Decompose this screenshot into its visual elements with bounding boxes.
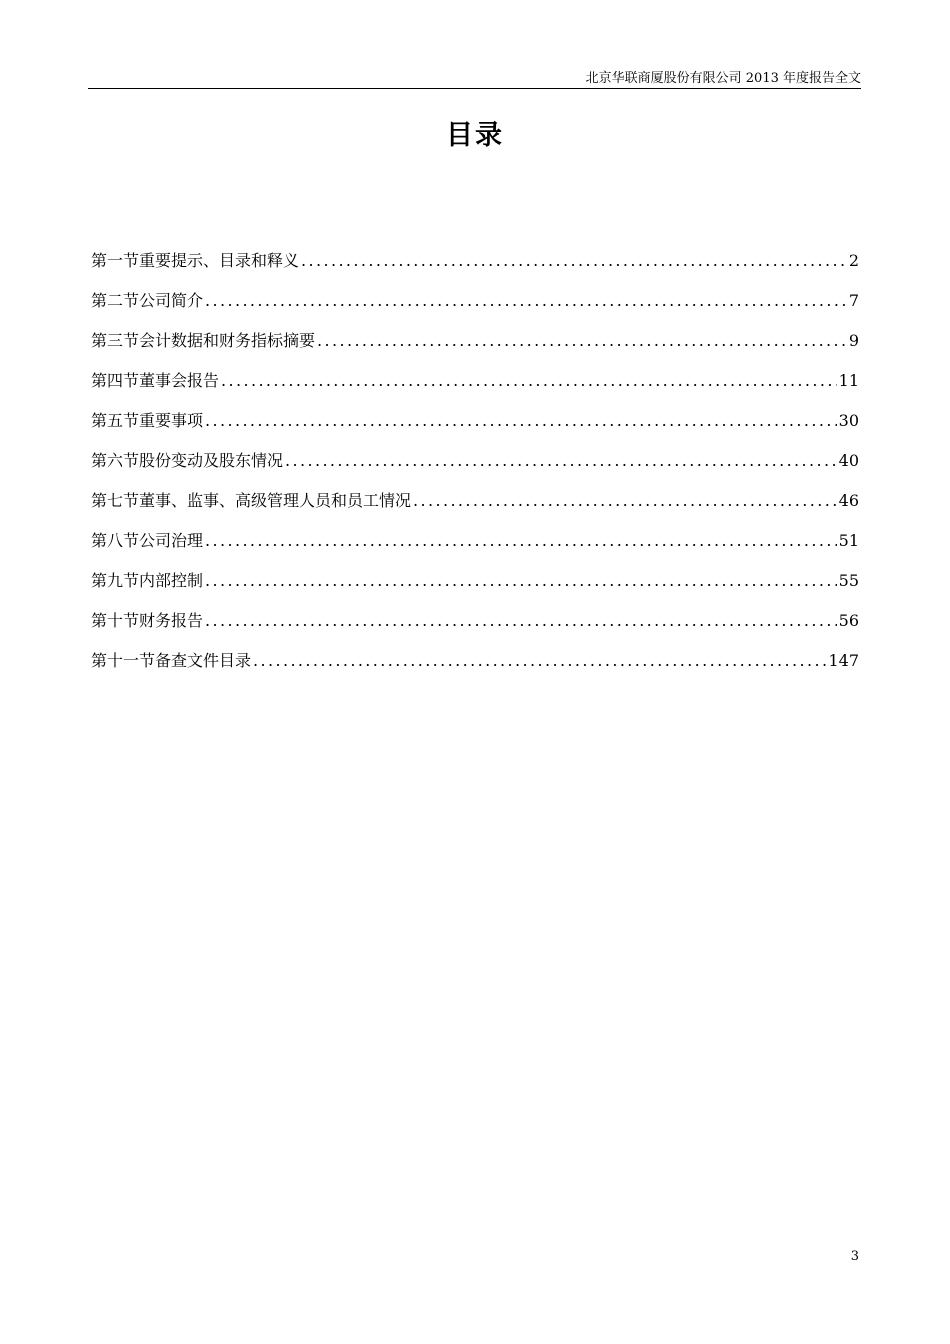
dot-leader — [205, 569, 837, 593]
dot-leader — [253, 649, 826, 673]
toc-entry-section-5[interactable] — [91, 409, 859, 449]
dot-leader — [317, 329, 847, 353]
toc-entry-section-1[interactable] — [91, 249, 859, 289]
toc-entry-label: 第八节公司治理 — [91, 531, 204, 550]
dot-leader — [301, 249, 847, 273]
toc-entry-page: 9 — [848, 331, 859, 350]
toc-entry-page: 7 — [848, 291, 859, 310]
running-header: 北京华联商厦股份有限公司 2013 年度报告全文 — [585, 71, 861, 86]
toc-entry-section-11[interactable] — [91, 649, 859, 689]
toc-entry-label: 第九节内部控制 — [91, 571, 204, 590]
dot-leader — [205, 609, 837, 633]
toc-entry-label: 第四节董事会报告 — [91, 371, 220, 390]
toc-entry-page: 147 — [828, 651, 859, 670]
toc-entry-label: 第五节重要事项 — [91, 411, 204, 430]
dot-leader — [221, 369, 837, 393]
table-of-contents — [91, 249, 859, 689]
toc-entry-page: 11 — [838, 371, 859, 390]
toc-title: 目录 — [446, 120, 504, 151]
dot-leader — [205, 529, 837, 553]
toc-entry-page: 51 — [838, 531, 859, 550]
toc-entry-label: 第七节董事、监事、高级管理人员和员工情况 — [91, 491, 412, 510]
toc-entry-label: 第六节股份变动及股东情况 — [91, 451, 284, 470]
toc-entry-page: 2 — [848, 251, 859, 270]
dot-leader — [413, 489, 837, 513]
toc-entry-page: 55 — [838, 571, 859, 590]
toc-entry-section-7[interactable] — [91, 489, 859, 529]
toc-entry-section-2[interactable] — [91, 289, 859, 329]
toc-entry-page: 30 — [838, 411, 859, 430]
toc-entry-label: 第二节公司简介 — [91, 291, 204, 310]
toc-entry-label: 第十一节备查文件目录 — [91, 651, 252, 670]
dot-leader — [205, 409, 837, 433]
toc-entry-label: 第十节财务报告 — [91, 611, 204, 630]
toc-entry-section-3[interactable] — [91, 329, 859, 369]
toc-entry-page: 40 — [838, 451, 859, 470]
toc-entry-label: 第一节重要提示、目录和释义 — [91, 251, 300, 270]
dot-leader — [285, 449, 837, 473]
page-number: 3 — [850, 1249, 859, 1264]
toc-entry-section-6[interactable] — [91, 449, 859, 489]
dot-leader — [205, 289, 847, 313]
toc-entry-page: 56 — [838, 611, 859, 630]
toc-entry-section-9[interactable] — [91, 569, 859, 609]
toc-entry-section-8[interactable] — [91, 529, 859, 569]
toc-entry-label: 第三节会计数据和财务指标摘要 — [91, 331, 316, 350]
header-rule — [88, 88, 861, 89]
toc-entry-page: 46 — [838, 491, 859, 510]
toc-entry-section-4[interactable] — [91, 369, 859, 409]
toc-entry-section-10[interactable] — [91, 609, 859, 649]
